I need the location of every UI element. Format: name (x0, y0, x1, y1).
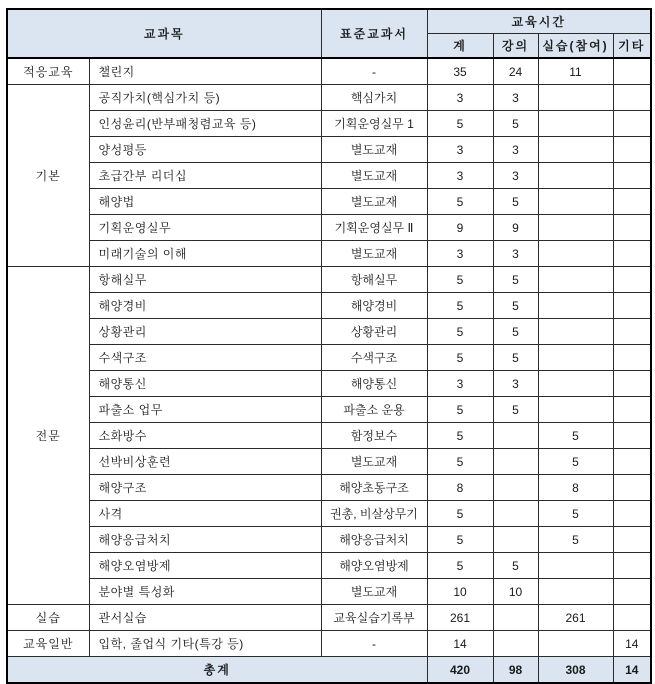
lecture-hours-cell: 5 (493, 189, 538, 215)
etc-hours-cell (613, 293, 651, 319)
textbook-cell: 별도교재 (321, 189, 427, 215)
etc-hours-cell (613, 215, 651, 241)
table-row (7, 241, 651, 267)
subject-cell: 기획운영실무 (89, 215, 321, 241)
textbook-cell: 함정보수 (321, 423, 427, 449)
category-cell: 교육일반 (7, 631, 89, 657)
total-hours-cell: 5 (427, 527, 493, 553)
lecture-hours-cell (493, 423, 538, 449)
subject-cell: 해양구조 (89, 475, 321, 501)
textbook-cell: 해양통신 (321, 371, 427, 397)
table-row (7, 111, 651, 137)
etc-hours-cell (613, 111, 651, 137)
textbook-cell: 별도교재 (321, 163, 427, 189)
practice-hours-cell: 5 (538, 501, 613, 527)
practice-hours-cell (538, 215, 613, 241)
textbook-cell: 교육실습기록부 (321, 605, 427, 631)
practice-hours-cell: 5 (538, 423, 613, 449)
curriculum-table (6, 8, 652, 684)
etc-hours-cell (613, 371, 651, 397)
practice-hours-cell (538, 293, 613, 319)
category-cell: 적응교육 (7, 58, 89, 85)
practice-hours-cell (538, 163, 613, 189)
total-hours-cell: 5 (427, 189, 493, 215)
lecture-hours-cell: 5 (493, 319, 538, 345)
practice-hours-cell (538, 137, 613, 163)
table-row (7, 293, 651, 319)
textbook-cell: 별도교재 (321, 449, 427, 475)
practice-hours-cell (538, 553, 613, 579)
subject-cell: 사격 (89, 501, 321, 527)
lecture-hours-cell: 3 (493, 371, 538, 397)
etc-hours-cell (613, 579, 651, 605)
textbook-cell: 핵심가치 (321, 85, 427, 111)
lecture-hours-cell: 3 (493, 241, 538, 267)
table-row (7, 553, 651, 579)
header-subject-group: 교과목 (7, 9, 321, 58)
subject-cell: 공직가치(핵심가치 등) (89, 85, 321, 111)
total-hours-cell: 3 (427, 163, 493, 189)
total-hours-cell: 5 (427, 553, 493, 579)
lecture-hours-cell (493, 527, 538, 553)
etc-hours-cell (613, 449, 651, 475)
total-hours-cell: 5 (427, 397, 493, 423)
total-hours-cell: 261 (427, 605, 493, 631)
total-hours-cell: 3 (427, 85, 493, 111)
practice-hours-cell (538, 371, 613, 397)
lecture-hours-cell: 5 (493, 345, 538, 371)
table-row (7, 189, 651, 215)
table-footer (7, 657, 651, 684)
etc-hours-cell (613, 475, 651, 501)
etc-hours-cell (613, 163, 651, 189)
lecture-hours-cell (493, 475, 538, 501)
etc-hours-cell (613, 137, 651, 163)
textbook-cell: 파출소 운용 (321, 397, 427, 423)
table-row (7, 267, 651, 293)
lecture-hours-cell (493, 631, 538, 657)
lecture-hours-cell: 5 (493, 397, 538, 423)
subject-cell: 수색구조 (89, 345, 321, 371)
etc-hours-cell (613, 189, 651, 215)
table-row (7, 501, 651, 527)
header-hours-group: 교육시간 (427, 9, 651, 34)
practice-hours-cell: 8 (538, 475, 613, 501)
subject-cell: 분야별 특성화 (89, 579, 321, 605)
etc-hours-cell: 14 (613, 631, 651, 657)
etc-hours-cell (613, 85, 651, 111)
category-cell: 전문 (7, 267, 89, 605)
textbook-cell: 상황관리 (321, 319, 427, 345)
subject-cell: 상황관리 (89, 319, 321, 345)
subject-cell: 해양응급처치 (89, 527, 321, 553)
total-hours-cell: 10 (427, 579, 493, 605)
textbook-cell: 별도교재 (321, 241, 427, 267)
lecture-hours-cell (493, 501, 538, 527)
lecture-hours-cell: 5 (493, 267, 538, 293)
etc-hours-cell (613, 605, 651, 631)
header-textbook: 표준교과서 (321, 9, 427, 58)
textbook-cell: - (321, 58, 427, 85)
subject-cell: 해양오염방제 (89, 553, 321, 579)
textbook-cell: 해양초동구조 (321, 475, 427, 501)
table-row (7, 527, 651, 553)
table-row (7, 58, 651, 85)
total-hours-cell: 5 (427, 293, 493, 319)
total-hours-cell: 5 (427, 111, 493, 137)
table-row (7, 475, 651, 501)
etc-hours-cell (613, 423, 651, 449)
total-hours-cell: 5 (427, 423, 493, 449)
lecture-hours-cell: 5 (493, 553, 538, 579)
lecture-hours-cell: 3 (493, 85, 538, 111)
etc-hours-cell (613, 527, 651, 553)
textbook-cell: 해양응급처치 (321, 527, 427, 553)
total-hours-cell: 5 (427, 449, 493, 475)
textbook-cell: 기획운영실무 1 (321, 111, 427, 137)
practice-hours-cell: 11 (538, 58, 613, 85)
lecture-hours-cell: 9 (493, 215, 538, 241)
lecture-hours-cell: 3 (493, 137, 538, 163)
practice-hours-cell (538, 189, 613, 215)
table-row (7, 579, 651, 605)
practice-hours-cell (538, 85, 613, 111)
practice-hours-cell (538, 241, 613, 267)
lecture-hours-cell: 10 (493, 579, 538, 605)
table-row (7, 423, 651, 449)
subject-cell: 항해실무 (89, 267, 321, 293)
textbook-cell: 별도교재 (321, 579, 427, 605)
header-col-lecture: 강의 (493, 34, 538, 59)
lecture-hours-cell: 3 (493, 163, 538, 189)
total-hours-cell: 420 (427, 657, 493, 684)
header-row-top (7, 9, 651, 34)
textbook-cell: 해양오염방제 (321, 553, 427, 579)
etc-hours-cell (613, 345, 651, 371)
subject-cell: 소화방수 (89, 423, 321, 449)
header-col-practice: 실습(참여) (538, 34, 613, 59)
lecture-hours-cell (493, 605, 538, 631)
total-label: 총계 (7, 657, 427, 684)
etc-hours-cell (613, 553, 651, 579)
lecture-hours-cell: 5 (493, 293, 538, 319)
etc-hours-cell (613, 501, 651, 527)
etc-hours-cell (613, 319, 651, 345)
lecture-hours-cell: 5 (493, 111, 538, 137)
total-etc-cell: 14 (613, 657, 651, 684)
subject-cell: 해양통신 (89, 371, 321, 397)
category-cell: 기본 (7, 85, 89, 267)
subject-cell: 양성평등 (89, 137, 321, 163)
table-row (7, 137, 651, 163)
total-hours-cell: 3 (427, 137, 493, 163)
table-row (7, 163, 651, 189)
textbook-cell: 권총, 비살상무기 (321, 501, 427, 527)
lecture-hours-cell (493, 449, 538, 475)
table-row (7, 215, 651, 241)
subject-cell: 해양법 (89, 189, 321, 215)
total-practice-cell: 308 (538, 657, 613, 684)
subject-cell: 선박비상훈련 (89, 449, 321, 475)
etc-hours-cell (613, 58, 651, 85)
textbook-cell: - (321, 631, 427, 657)
subject-cell: 미래기술의 이해 (89, 241, 321, 267)
practice-hours-cell (538, 579, 613, 605)
total-hours-cell: 3 (427, 371, 493, 397)
subject-cell: 관서실습 (89, 605, 321, 631)
table-header (7, 9, 651, 58)
practice-hours-cell (538, 397, 613, 423)
subject-cell: 챌린지 (89, 58, 321, 85)
subject-cell: 파출소 업무 (89, 397, 321, 423)
total-hours-cell: 9 (427, 215, 493, 241)
textbook-cell: 수색구조 (321, 345, 427, 371)
total-hours-cell: 3 (427, 241, 493, 267)
total-lecture-cell: 98 (493, 657, 538, 684)
header-col-etc: 기타 (613, 34, 651, 59)
total-hours-cell: 14 (427, 631, 493, 657)
lecture-hours-cell: 24 (493, 58, 538, 85)
table-row (7, 345, 651, 371)
table-row (7, 397, 651, 423)
etc-hours-cell (613, 267, 651, 293)
etc-hours-cell (613, 397, 651, 423)
total-hours-cell: 5 (427, 267, 493, 293)
etc-hours-cell (613, 241, 651, 267)
table-row (7, 319, 651, 345)
table-row (7, 371, 651, 397)
total-row (7, 657, 651, 684)
total-hours-cell: 5 (427, 345, 493, 371)
practice-hours-cell (538, 111, 613, 137)
total-hours-cell: 8 (427, 475, 493, 501)
practice-hours-cell: 261 (538, 605, 613, 631)
practice-hours-cell (538, 345, 613, 371)
table-row (7, 85, 651, 111)
subject-cell: 입학, 졸업식 기타(특강 등) (89, 631, 321, 657)
practice-hours-cell (538, 631, 613, 657)
header-col-total: 계 (427, 34, 493, 59)
category-cell: 실습 (7, 605, 89, 631)
subject-cell: 해양경비 (89, 293, 321, 319)
table-row (7, 449, 651, 475)
practice-hours-cell: 5 (538, 527, 613, 553)
practice-hours-cell (538, 319, 613, 345)
subject-cell: 초급간부 리더십 (89, 163, 321, 189)
practice-hours-cell: 5 (538, 449, 613, 475)
practice-hours-cell (538, 267, 613, 293)
total-hours-cell: 5 (427, 501, 493, 527)
table-row (7, 605, 651, 631)
textbook-cell: 항해실무 (321, 267, 427, 293)
textbook-cell: 별도교재 (321, 137, 427, 163)
total-hours-cell: 5 (427, 319, 493, 345)
textbook-cell: 해양경비 (321, 293, 427, 319)
curriculum-body (7, 58, 651, 657)
subject-cell: 인성윤리(반부패청렴교육 등) (89, 111, 321, 137)
total-hours-cell: 35 (427, 58, 493, 85)
textbook-cell: 기획운영실무 Ⅱ (321, 215, 427, 241)
table-row (7, 631, 651, 657)
